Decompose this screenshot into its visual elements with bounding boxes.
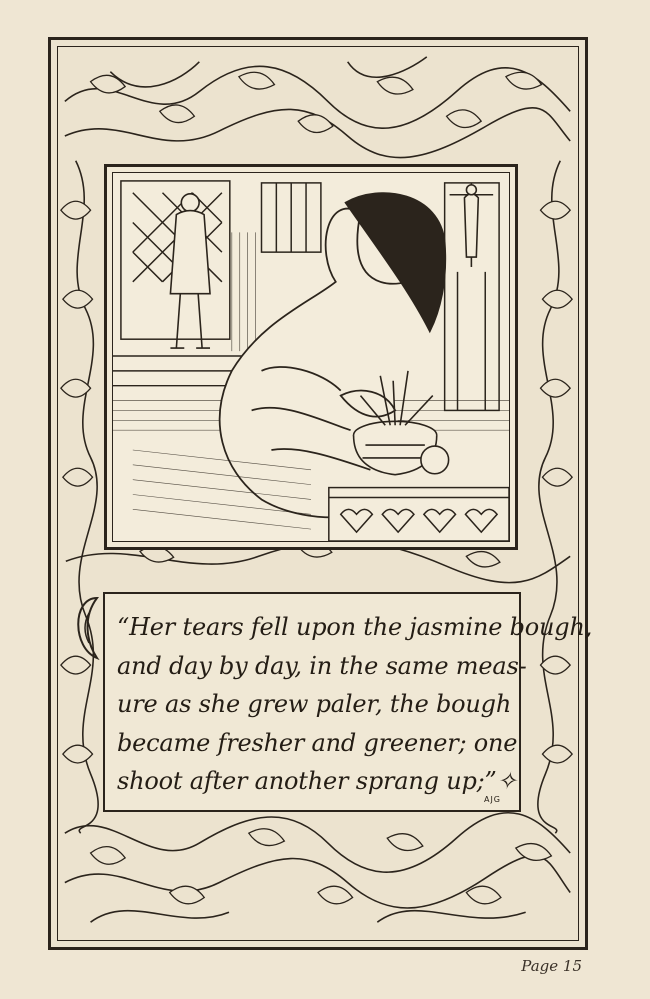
verse-text (117, 608, 593, 801)
artist-monogram: AJG (483, 795, 501, 804)
woman-with-plant-illustration (113, 173, 509, 541)
initial-scroll-ornament (67, 588, 107, 668)
verse-line: and day by day, in the same meas- (117, 651, 527, 680)
page-number: Page 15 (521, 957, 582, 975)
decorative-page-frame (48, 37, 593, 950)
verse-line: shoot after another sprang up;”✧ (117, 767, 517, 795)
verse-line: became fresher and greener; one (117, 728, 518, 757)
verse-panel (103, 592, 593, 812)
engraved-illustration (104, 164, 518, 550)
verse-line: ure as she grew paler, the bough (117, 690, 512, 718)
verse-line: “Her tears fell upon the jasmine bough, (117, 613, 593, 641)
